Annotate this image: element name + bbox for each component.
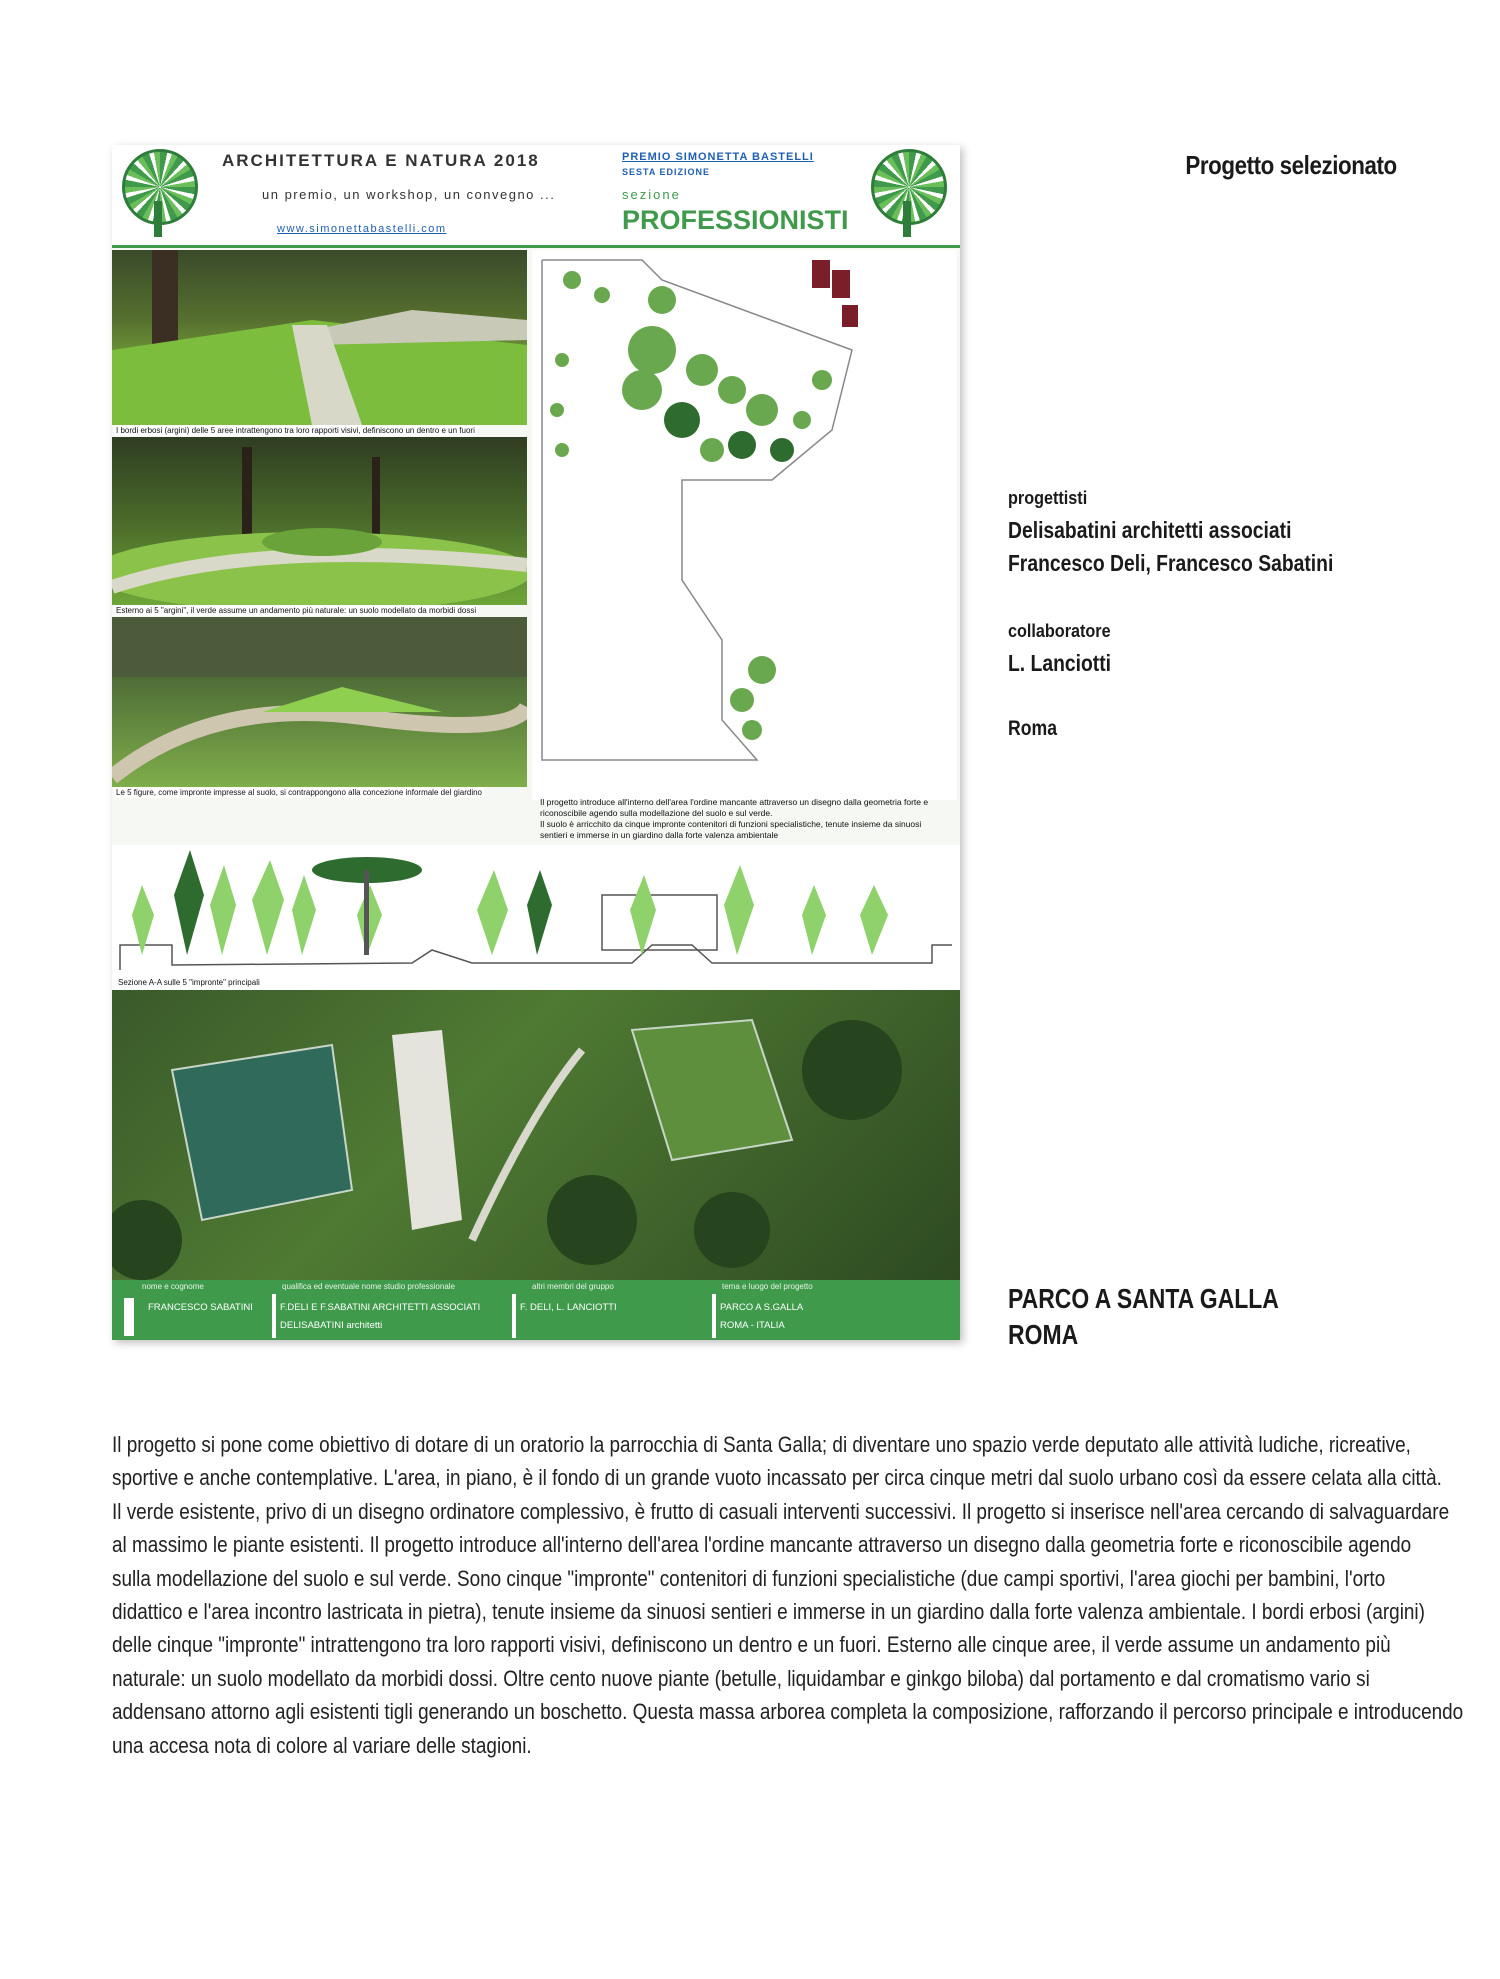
section-drawing xyxy=(112,845,960,990)
section-caption: Sezione A-A sulle 5 "impronte" principali xyxy=(118,978,260,987)
board-subtitle: un premio, un workshop, un convegno ... xyxy=(262,187,556,202)
tree-logo-icon xyxy=(867,149,947,239)
footer-label-name: nome e cognome xyxy=(142,1282,204,1291)
aerial-photo xyxy=(112,990,960,1280)
project-title xyxy=(1008,1281,1279,1353)
footer-label-theme: tema e luogo del progetto xyxy=(722,1282,813,1291)
description-line: Il verde esistente, privo di un disegno ordinatore complessivo, è frutto di casuali interventi successivi. Il progetto si inserisce nell'area cercando di salvaguardare xyxy=(112,1498,1450,1524)
project-description xyxy=(112,1428,1464,1762)
site-plan xyxy=(532,250,957,800)
selection-badge: Progetto selezionato xyxy=(1185,150,1397,180)
description-line: sportive e anche contemplative. L'area, in piano, è il fondo di un grande vuoto incassato per circa cinque metri dal suolo urbano così da essere celata alla città. xyxy=(112,1465,1442,1491)
designers-label: progettisti xyxy=(1008,488,1088,508)
park-photo-embankments xyxy=(112,250,527,425)
designers-line-1: Delisabatini architetti associati xyxy=(1008,517,1292,543)
project-title-line-1: PARCO A SANTA GALLA xyxy=(1008,1283,1279,1314)
description-line: naturale: un suolo modellato da morbidi dossi. Oltre cento nuove piante (betulle, liquidambar e ginkgo biloba) dal portamento e dal cromatismo vario si xyxy=(112,1665,1370,1691)
description-line: addensano attorno agli esistenti tigli generando un boschetto. Questa massa arborea completa la composizione, rafforzando il percorso principale e introducendo xyxy=(112,1699,1464,1725)
prize-edition: SESTA EDIZIONE xyxy=(622,167,711,177)
description-line: una accesa nota di colore al variare delle stagioni. xyxy=(112,1732,532,1758)
footer-studio-2: DELISABATINI architetti xyxy=(280,1320,383,1331)
footer-theme-1: PARCO A S.GALLA xyxy=(720,1302,804,1313)
tree-logo-icon xyxy=(118,149,198,239)
category-label: PROFESSIONISTI xyxy=(622,205,849,235)
credits xyxy=(1008,488,1428,741)
park-photo-mounds xyxy=(112,437,527,605)
board-header xyxy=(112,145,960,248)
board-url: www.simonettabastelli.com xyxy=(277,223,447,235)
plan-note-1: Il progetto introduce all'interno dell'area l'ordine mancante attraverso un disegno dalla geometria forte e riconoscibile agendo sulla modellazione del suolo e sul verde. xyxy=(540,797,929,818)
description-line: delle cinque "impronte" intrattengono tra loro rapporti visivi, definiscono un dentro e un fuori. Esterno alle cinque aree, il verde assume un andamento più xyxy=(112,1632,1391,1658)
footer-theme-2: ROMA - ITALIA xyxy=(720,1320,785,1331)
section-label: sezione xyxy=(622,187,681,202)
park-photo-paths xyxy=(112,617,527,787)
caption-mounds: Esterno ai 5 "argini", il verde assume un andamento più naturale: un suolo modellato da morbidi dossi xyxy=(116,606,477,615)
description-line: sulla modellazione del suolo e sul verde. Sono cinque "impronte" contenitori di funzioni specialistiche (due campi sportivi, l'area giochi per bambini, l'orto xyxy=(112,1565,1386,1591)
footer-label-group: altri membri del gruppo xyxy=(532,1282,614,1291)
caption-figures: Le 5 figure, come impronte impresse al suolo, si contrappongono alla concezione informale del giardino xyxy=(116,788,482,797)
collaborator-name: L. Lanciotti xyxy=(1008,650,1112,676)
board-footer xyxy=(112,1280,960,1340)
board-title: ARCHITETTURA E NATURA 2018 xyxy=(222,151,540,170)
prize-name: PREMIO SIMONETTA BASTELLI xyxy=(622,151,814,163)
footer-label-studio: qualifica ed eventuale nome studio professionale xyxy=(282,1282,456,1291)
designers-group xyxy=(1008,488,1428,577)
footer-name: FRANCESCO SABATINI xyxy=(148,1302,253,1313)
caption-embankments: I bordi erbosi (argini) delle 5 aree intrattengono tra loro rapporti visivi, definiscono un dentro e un fuori xyxy=(116,426,475,435)
description-line: didattico e l'area incontro lastricata in pietra), tenute insieme da sinuosi sentieri e immerse in un giardino dalla forte valenza ambientale. I bordi erbosi (argini) xyxy=(112,1599,1425,1625)
plan-note xyxy=(540,797,950,841)
designers-line-2: Francesco Deli, Francesco Sabatini xyxy=(1008,550,1334,576)
description-line: al massimo le piante esistenti. Il progetto introduce all'interno dell'area l'ordine mancante attraverso un disegno dalla geometria forte e riconoscibile agendo xyxy=(112,1532,1412,1558)
collaborator-group xyxy=(1008,621,1428,677)
competition-board xyxy=(112,145,960,1340)
city: Roma xyxy=(1008,717,1058,740)
description-line: Il progetto si pone come obiettivo di dotare di un oratorio la parrocchia di Santa Galla; di diventare uno spazio verde deputato alle attività ludiche, ricreative, xyxy=(112,1432,1411,1457)
project-title-line-2: ROMA xyxy=(1008,1319,1079,1350)
footer-studio-1: F.DELI E F.SABATINI ARCHITETTI ASSOCIATI xyxy=(280,1302,481,1313)
footer-group: F. DELI, L. LANCIOTTI xyxy=(520,1302,617,1313)
collaborator-label: collaboratore xyxy=(1008,621,1111,641)
plan-note-2: Il suolo è arricchito da cinque impronte contenitori di funzioni specialistiche, tenute insieme da sinuosi sentieri e immerse in un giardino dalla forte valenza ambientale xyxy=(540,819,922,840)
